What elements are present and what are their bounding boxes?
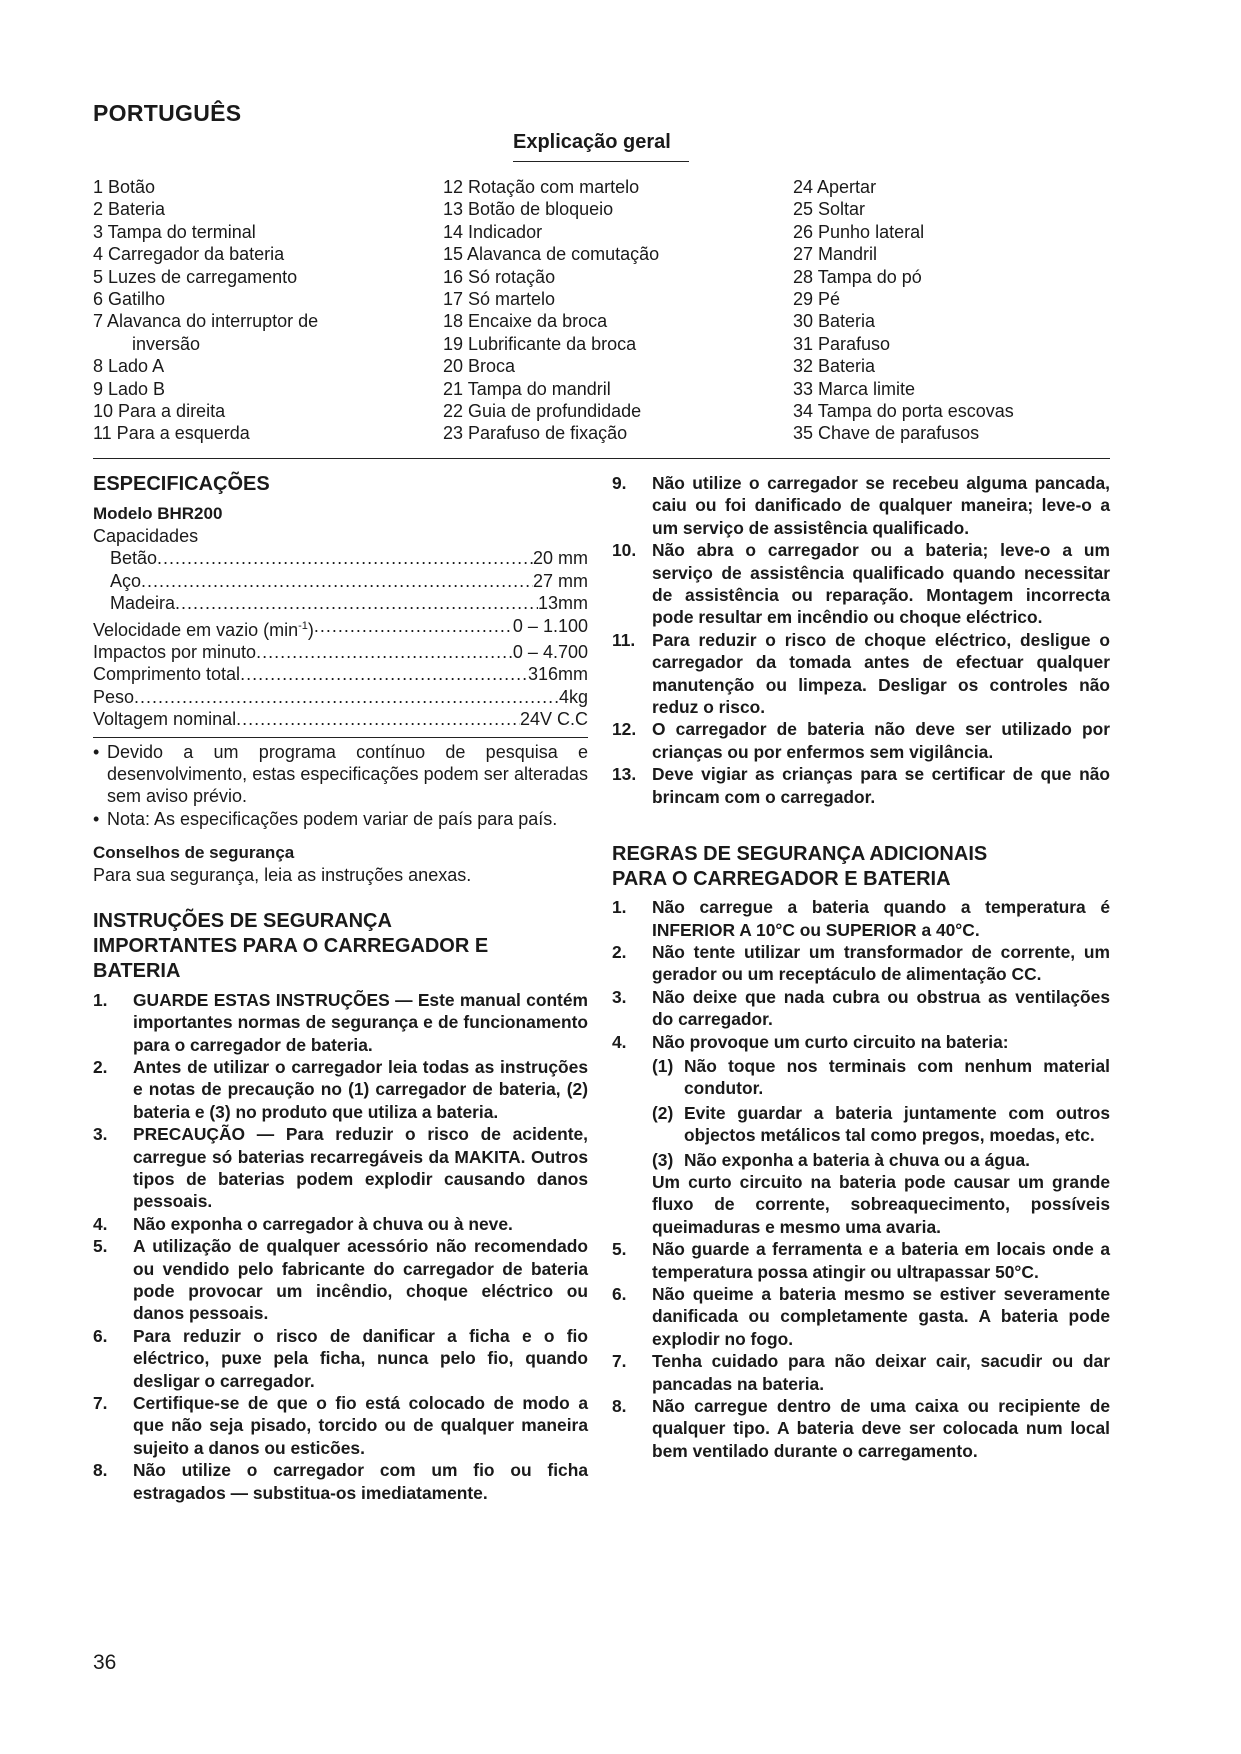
part-item: 10 Para a direita [93,401,226,422]
spec-label: Peso [93,686,135,707]
list-item: 11. Para reduzir o risco de choque eléctrico, desligue o carregador da tomada antes de efectuar qualquer manutenção ou limpeza. Desligar os controles não reduz o risco. [612,629,1110,718]
list-item: 2. Antes de utilizar o carregador leia todas as instruções e notas de precaução no (1) carregador de bateria, (2) bateria e (3) no produto que utiliza a bateria. [93,1056,588,1122]
spec-label: Impactos por minuto [93,642,257,663]
part-item: 35 Chave de parafusos [793,423,980,444]
parts-list-column-2 [443,176,659,445]
part-item: 22 Guia de profundidade [443,401,642,422]
part-item: 3 Tampa do terminal [93,221,256,242]
list-item: 3. Não deixe que nada cubra ou obstrua as ventilações do carregador. [612,986,1110,1030]
safety-advice-text: Para sua segurança, leia as instruções anexas. [93,865,472,886]
leader-dots [134,686,559,708]
spec-row [93,615,588,641]
list-item: 4. Não exponha o carregador à chuva ou à neve. [93,1213,513,1234]
spec-value: 20 mm [532,548,588,569]
part-item: 32 Bateria [793,356,876,377]
leader-dots [314,615,513,641]
list-item: 4. Não provoque um curto circuito na bateria: [612,1031,1009,1052]
right-column [612,472,1110,1462]
part-item: 21 Tampa do mandril [443,378,611,399]
page-language-title: PORTUGUÊS [93,100,242,126]
leader-dots [141,570,533,592]
part-item: 4 Carregador da bateria [93,244,285,265]
list-item: 7. Certifique-se de que o fio está colocado de modo a que não seja pisado, torcido ou de qualquer maneira sujeito a danos ou esticões. [93,1393,588,1458]
additional-rules-heading: REGRAS DE SEGURANÇA ADICIONAIS PARA O CARREGADOR E BATERIA [612,843,988,891]
spec-row [93,686,588,708]
part-item: 34 Tampa do porta escovas [793,401,1014,422]
part-item: 23 Parafuso de fixação [443,423,628,444]
spec-value: 0 – 4.700 [512,642,588,663]
part-item: 12 Rotação com martelo [443,177,640,197]
leader-dots [236,708,520,730]
model-label: Modelo BHR200 [93,504,223,523]
part-item: 7 Alavanca do interruptor de [93,311,319,332]
part-item: 11 Para a esquerda [93,423,250,444]
part-item: 8 Lado A [93,356,165,377]
leader-dots [240,663,528,685]
spec-label: Betão [110,548,158,569]
part-item: 17 Só martelo [443,289,556,310]
part-item: 13 Botão de bloqueio [443,199,614,220]
section-divider [93,458,1110,459]
title-underline [513,161,689,162]
sub-list-item: (3) Não exponha a bateria à chuva ou a água. [652,1149,1030,1170]
list-item: 12. O carregador de bateria não deve ser utilizado por crianças ou por enfermos sem vigilância. [612,719,1110,762]
part-item: 1 Botão [93,177,156,197]
part-item: 33 Marca limite [793,378,916,399]
general-explanation-title: Explicação geral [513,131,671,153]
part-item: 29 Pé [793,289,841,310]
list-item: 8. Não carregue dentro de uma caixa ou recipiente de qualquer tipo. A bateria deve ser colocada num local bem ventilado durante o carregamento. [612,1396,1110,1461]
part-item: 9 Lado B [93,378,166,399]
part-item-continuation: inversão [132,333,201,354]
list-item: 5. A utilização de qualquer acessório não recomendado ou vendido pelo fabricante do carregador de bateria pode provocar um incêndio, choque eléctrico ou danos pessoais. [93,1236,588,1324]
list-item: 13. Deve vigiar as crianças para se certificar de que não brincam com o carregador. [612,764,1110,807]
sub-list-paragraph: Um curto circuito na bateria pode causar um grande fluxo de corrente, sobreaquecimento, possíveis queimaduras e mesmo uma avaria. [652,1171,1110,1237]
part-item: 15 Alavanca de comutação [443,244,660,265]
list-item: 1. GUARDE ESTAS INSTRUÇÕES — Este manual contém importantes normas de segurança e de funcionamento para o carregador de bateria. [93,989,588,1055]
part-item: 24 Apertar [793,177,877,197]
spec-row [93,547,588,569]
sub-list-item: (1) Não toque nos terminais com nenhum material condutor. [652,1055,1110,1099]
spec-row [93,570,588,592]
parts-list-column-1 [93,176,318,445]
spec-label: Voltagem nominal [93,709,237,730]
list-item: 5. Não guarde a ferramenta e a bateria em locais onde a temperatura possa atingir ou ultrapassar 50°C. [612,1239,1110,1282]
part-item: 28 Tampa do pó [793,266,922,287]
spec-label: Aço [110,570,142,591]
spec-value: 0 – 1.100 [512,615,588,636]
spec-label: Madeira [110,593,176,614]
spec-note: • Nota: As especificações podem variar de país para país. [93,808,558,829]
safety-advice-heading: Conselhos de segurança [93,843,295,863]
part-item: 27 Mandril [793,244,878,265]
leader-dots [256,641,513,663]
part-item: 19 Lubrificante da broca [443,333,637,354]
part-item: 31 Parafuso [793,333,891,354]
capacities-label: Capacidades [93,526,199,546]
spec-value: 27 mm [532,570,588,591]
list-item: 6. Não queime a bateria mesmo se estiver severamente danificada ou completamente gasta. A bateria pode explodir no fogo. [612,1284,1110,1349]
spec-label: Velocidade em vazio $(\min^{-1})$ [93,619,314,640]
part-item: 30 Bateria [793,311,876,332]
part-item: 5 Luzes de carregamento [93,266,298,287]
part-item: 20 Broca [443,356,516,377]
spec-label: Comprimento total [93,664,241,685]
charger-instructions-list-continued [612,472,1110,808]
specifications-heading: ESPECIFICAÇÕES [93,473,270,495]
part-item: 6 Gatilho [93,289,166,310]
list-item: 6. Para reduzir o risco de danificar a ficha e o fio eléctrico, puxe pela ficha, nunca pelo fio, quando desligar o carregador. [93,1325,588,1391]
part-item: 18 Encaixe da broca [443,311,608,332]
spec-value: 4kg [558,686,588,707]
left-column [93,472,588,1504]
spec-value: 13mm [537,593,588,614]
list-item: 1. Não carregue a bateria quando a temperatura é INFERIOR A 10°C ou SUPERIOR a 40°C. [612,897,1110,940]
spec-row [93,641,588,663]
list-item: 2. Não tente utilizar um transformador de corrente, um gerador ou um receptáculo de alimentação CC. [612,941,1110,985]
list-item: 3. PRECAUÇÃO — Para reduzir o risco de acidente, carregue só baterias recarregáveis da MAKITA. Outros tipos de baterias podem explodir causando danos pessoais. [93,1124,588,1212]
list-item: 7. Tenha cuidado para não deixar cair, sacudir ou dar pancadas na bateria. [612,1351,1110,1394]
sub-list-item: (2) Evite guardar a bateria juntamente com outros objectos metálicos tal como pregos, moedas, etc. [652,1102,1110,1146]
part-item: 25 Soltar [793,199,866,220]
leader-dots [175,592,538,614]
spec-row [93,708,588,730]
specs-divider [93,737,588,738]
spec-note: • Devido a um programa contínuo de pesquisa e desenvolvimento, estas especificações podem ser alteradas sem aviso prévio. [93,741,588,807]
parts-list-column-3 [793,176,1014,445]
list-item: 9. Não utilize o carregador se recebeu alguma pancada, caiu ou foi danificado de qualquer maneira; leve-o a um serviço de assistência qualificado. [612,473,1110,538]
spec-value: 316mm [527,664,588,685]
spec-notes [93,741,588,831]
charger-instructions-heading: INSTRUÇÕES DE SEGURANÇA IMPORTANTES PARA O CARREGADOR E BATERIA [93,909,489,982]
part-item: 26 Punho lateral [793,221,925,242]
additional-rules-list [612,896,1110,1462]
leader-dots [157,547,533,569]
part-item: 16 Só rotação [443,266,556,287]
spec-row [93,663,588,685]
spec-value: 24V C.C [519,709,588,730]
list-item: 8. Não utilize o carregador com um fio ou ficha estragados — substitua-os imediatamente. [93,1460,588,1503]
spec-row [93,592,588,614]
page-number: 36 [93,1651,117,1674]
charger-instructions-list [93,989,588,1504]
part-item: 14 Indicador [443,221,543,242]
part-item: 2 Bateria [93,199,166,220]
list-item: 10. Não abra o carregador ou a bateria; leve-o a um serviço de assistência qualificado quando necessitar de assistência ou reparação. Montagem incorrecta pode resultar em incêndio ou choque eléctrico. [612,540,1110,628]
